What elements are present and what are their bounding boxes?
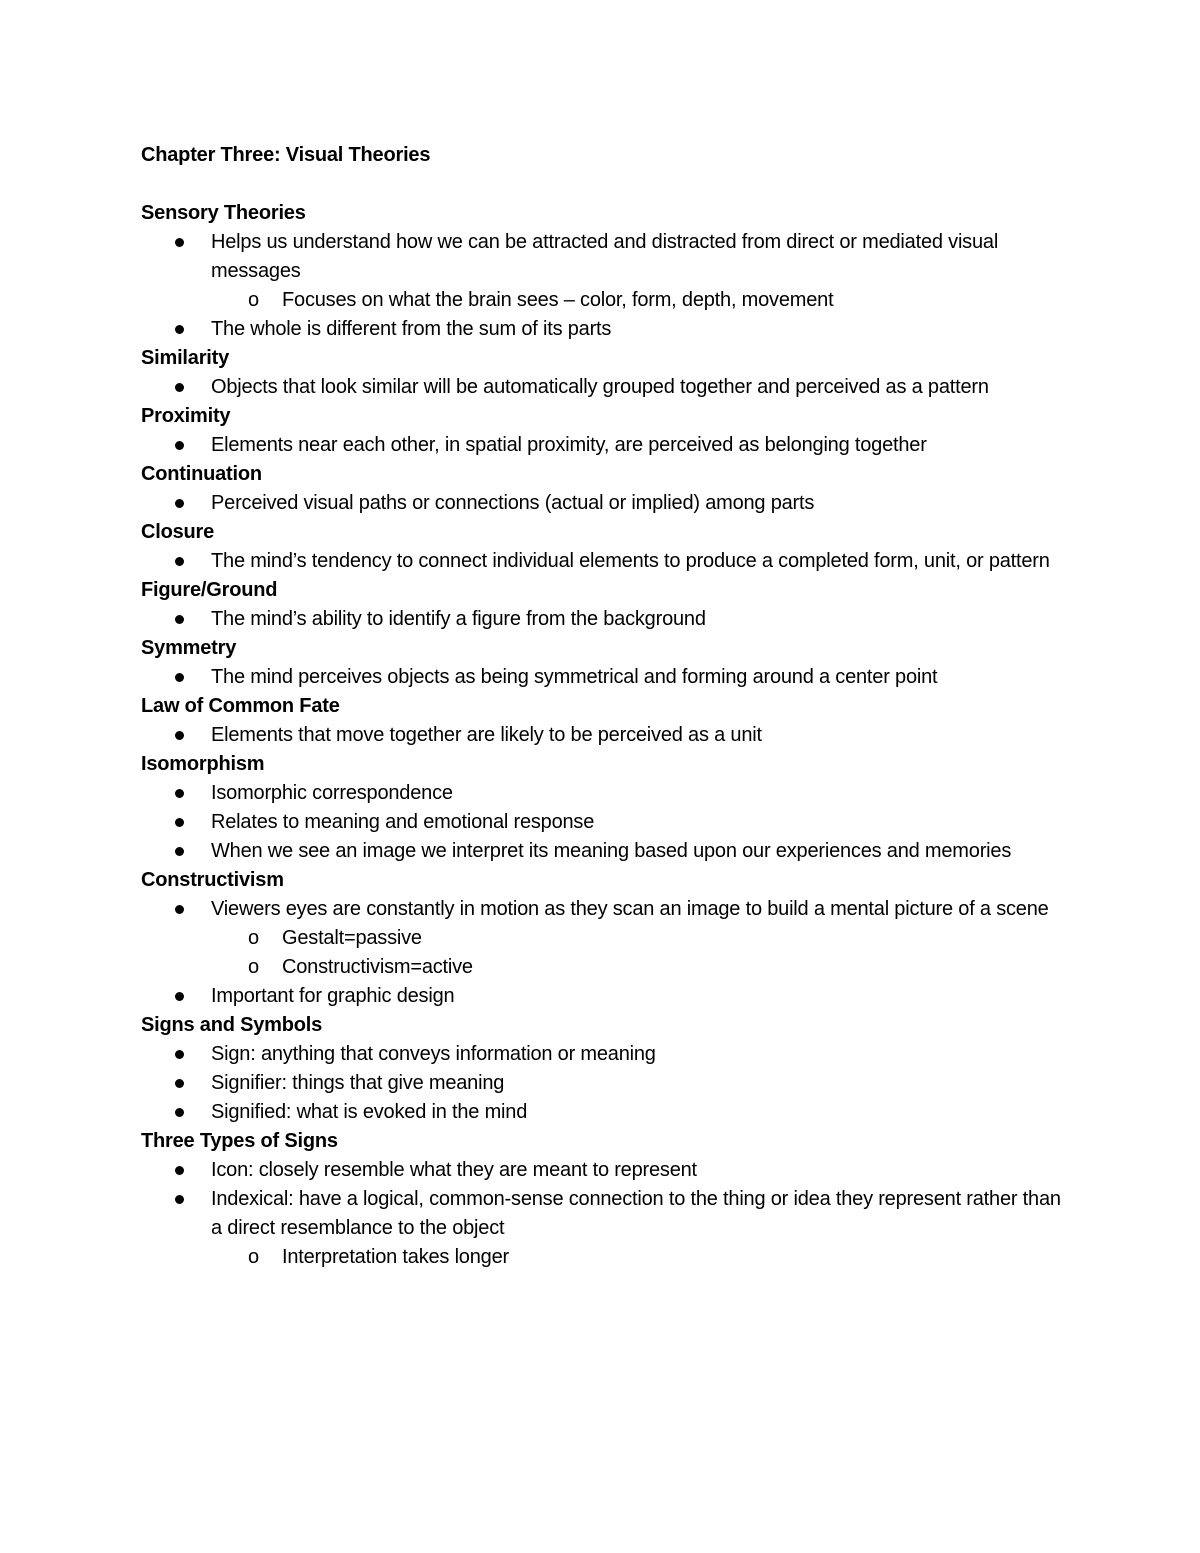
bullet-icon [175, 905, 184, 914]
section [141, 1011, 1061, 1127]
list-item-text: Interpretation takes longer [282, 1246, 509, 1268]
list-item [141, 431, 1061, 460]
section-heading: Isomorphism [141, 753, 265, 775]
document-title: Chapter Three: Visual Theories [141, 144, 431, 166]
list-item-text: The mind’s tendency to connect individual elements to produce a completed form, unit, or pattern [211, 550, 1050, 572]
bullet-icon [175, 818, 184, 827]
bullet-icon [175, 1195, 184, 1204]
section [141, 402, 1061, 460]
bullet-icon [175, 238, 184, 247]
list-item [141, 663, 1061, 692]
list-item-text: Gestalt=passive [282, 927, 422, 949]
section-heading: Three Types of Signs [141, 1130, 338, 1152]
document-page [141, 141, 1061, 1272]
bullet-icon [175, 847, 184, 856]
list-item [141, 1156, 1061, 1185]
section-heading: Figure/Ground [141, 579, 278, 601]
list-item-text: Important for graphic design [211, 985, 455, 1007]
section-heading: Closure [141, 521, 215, 543]
sub-list-item [141, 286, 1061, 315]
section [141, 634, 1061, 692]
list-item [141, 373, 1061, 402]
list-item [141, 605, 1061, 634]
list-item [141, 837, 1061, 866]
list-item-text: Sign: anything that conveys information or meaning [211, 1043, 656, 1065]
bullet-icon [175, 992, 184, 1001]
list-item-text: Focuses on what the brain sees – color, form, depth, movement [282, 289, 834, 311]
list-item-text: Icon: closely resemble what they are meant to represent [211, 1159, 697, 1181]
list-item [141, 982, 1061, 1011]
bullet-icon [175, 673, 184, 682]
list-item-text: Elements near each other, in spatial proximity, are perceived as belonging together [211, 434, 927, 456]
sub-list-item [141, 1243, 1061, 1272]
section-heading: Symmetry [141, 637, 237, 659]
bullet-icon [175, 441, 184, 450]
list-item [141, 895, 1061, 924]
list-item-text: The mind’s ability to identify a figure from the background [211, 608, 706, 630]
bullet-icon [175, 499, 184, 508]
section [141, 750, 1061, 866]
list-item [141, 489, 1061, 518]
section [141, 344, 1061, 402]
section [141, 692, 1061, 750]
section-heading: Law of Common Fate [141, 695, 340, 717]
hollow-bullet-icon: o [248, 927, 259, 949]
sub-list-item [141, 924, 1061, 953]
bullet-icon [175, 557, 184, 566]
section-heading: Constructivism [141, 869, 284, 891]
list-item-text: Signifier: things that give meaning [211, 1072, 505, 1094]
list-item-text: When we see an image we interpret its meaning based upon our experiences and memories [211, 840, 1012, 862]
list-item [141, 228, 1061, 286]
sub-list-item [141, 953, 1061, 982]
list-item [141, 1098, 1061, 1127]
bullet-icon [175, 789, 184, 798]
bullet-icon [175, 731, 184, 740]
list-item-text: Constructivism=active [282, 956, 473, 978]
list-item-text: Signified: what is evoked in the mind [211, 1101, 528, 1123]
list-item-text: The whole is different from the sum of its parts [211, 318, 612, 340]
list-item-text: Helps us understand how we can be attracted and distracted from direct or mediated visual messages [211, 231, 999, 282]
section-heading: Signs and Symbols [141, 1014, 323, 1036]
bullet-icon [175, 1166, 184, 1175]
list-item [141, 808, 1061, 837]
section [141, 518, 1061, 576]
section [141, 1127, 1061, 1272]
section [141, 460, 1061, 518]
list-item-text: Viewers eyes are constantly in motion as they scan an image to build a mental picture of a scene [211, 898, 1049, 920]
list-item-text: Perceived visual paths or connections (actual or implied) among parts [211, 492, 815, 514]
section-heading: Sensory Theories [141, 202, 306, 224]
hollow-bullet-icon: o [248, 289, 259, 311]
list-item [141, 315, 1061, 344]
list-item [141, 721, 1061, 750]
bullet-icon [175, 1079, 184, 1088]
bullet-icon [175, 325, 184, 334]
list-item-text: Relates to meaning and emotional response [211, 811, 595, 833]
bullet-icon [175, 383, 184, 392]
list-item-text: Elements that move together are likely to be perceived as a unit [211, 724, 762, 746]
bullet-icon [175, 615, 184, 624]
list-item-text: Indexical: have a logical, common-sense connection to the thing or idea they represent rather than a direct resemblance to the object [211, 1188, 1061, 1239]
section-heading: Proximity [141, 405, 231, 427]
list-item-text: The mind perceives objects as being symmetrical and forming around a center point [211, 666, 938, 688]
bullet-icon [175, 1108, 184, 1117]
list-item-text: Objects that look similar will be automatically grouped together and perceived as a pattern [211, 376, 989, 398]
section-heading: Continuation [141, 463, 262, 485]
section [141, 866, 1061, 1011]
list-item [141, 547, 1061, 576]
bullet-icon [175, 1050, 184, 1059]
hollow-bullet-icon: o [248, 956, 259, 978]
section [141, 199, 1061, 344]
hollow-bullet-icon: o [248, 1246, 259, 1268]
list-item [141, 1040, 1061, 1069]
list-item [141, 1069, 1061, 1098]
sections-container [141, 199, 1061, 1272]
list-item [141, 1185, 1061, 1243]
section [141, 576, 1061, 634]
list-item-text: Isomorphic correspondence [211, 782, 453, 804]
title-spacer [141, 170, 1061, 199]
list-item [141, 779, 1061, 808]
section-heading: Similarity [141, 347, 230, 369]
